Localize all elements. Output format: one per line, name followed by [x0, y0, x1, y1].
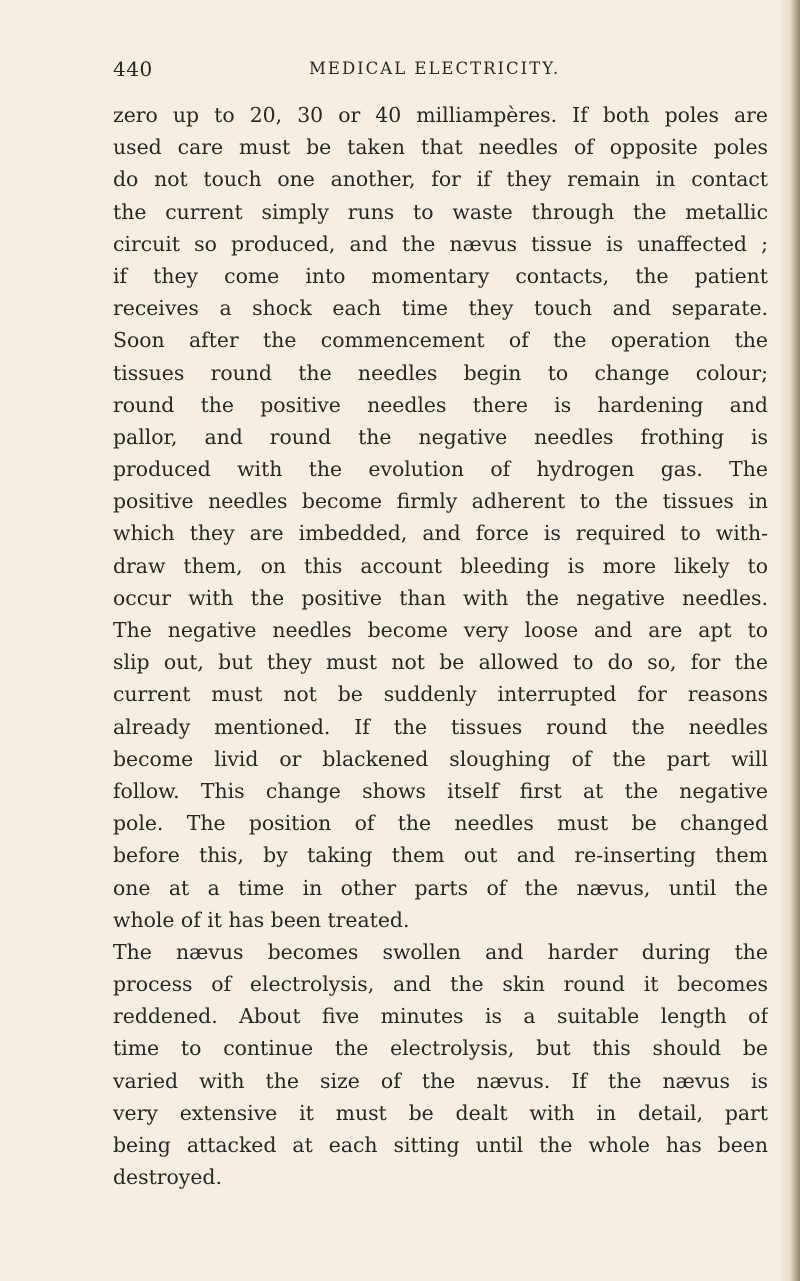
running-title: MEDICAL ELECTRICITY. — [309, 59, 561, 78]
page-header — [113, 52, 763, 86]
text-line: draw them, on this account bleeding is more likely to — [113, 553, 768, 578]
text-line: before this, by taking them out and re-inserting them — [113, 843, 768, 868]
text-line: follow. This change shows itself first at the negative — [113, 778, 768, 803]
text-line: zero up to 20, 30 or 40 milliampères. If both poles are — [113, 103, 768, 127]
text-line: very extensive it must be dealt with in detail, part — [113, 1100, 768, 1125]
text-line: already mentioned. If the tissues round the needles — [113, 714, 768, 739]
text-line: current must not be suddenly interrupted for reasons — [113, 682, 768, 707]
text-line: destroyed. — [113, 1165, 222, 1190]
text-line: The nævus becomes swollen and harder during the — [113, 939, 768, 964]
text-line: process of electrolysis, and the skin round it becomes — [113, 972, 768, 997]
text-line: reddened. About five minutes is a suitable length of — [113, 1004, 768, 1029]
text-line: being attacked at each sitting until the whole has been — [113, 1133, 768, 1157]
text-line: pole. The position of the needles must be changed — [113, 811, 768, 836]
text-line: Soon after the commencement of the operation the — [113, 328, 768, 353]
page-number: 440 — [113, 57, 153, 81]
text-line: receives a shock each time they touch and separate. — [113, 296, 768, 321]
text-line: time to continue the electrolysis, but this should be — [113, 1036, 768, 1061]
text-line: the current simply runs to waste through the metallic — [113, 199, 768, 224]
text-line: The negative needles become very loose and are apt to — [113, 618, 768, 642]
text-line: pallor, and round the negative needles frothing is — [113, 424, 768, 449]
text-line: circuit so produced, and the nævus tissue is unaffected ; — [113, 231, 768, 256]
text-line: become livid or blackened sloughing of the part will — [113, 746, 768, 771]
text-line: do not touch one another, for if they remain in contact — [113, 167, 768, 192]
text-line: positive needles become firmly adherent to the tissues in — [113, 489, 768, 514]
text-line: whole of it has been treated. — [113, 907, 410, 932]
text-line: if they come into momentary contacts, the patient — [113, 263, 768, 288]
text-line: one at a time in other parts of the nævus, until the — [113, 875, 768, 900]
text-line: round the positive needles there is hardening and — [113, 392, 768, 417]
text-line: used care must be taken that needles of opposite poles — [113, 135, 768, 160]
text-line: occur with the positive than with the negative needles. — [113, 585, 768, 610]
text-line: varied with the size of the nævus. If the nævus is — [113, 1068, 768, 1093]
text-line: slip out, but they must not be allowed to do so, for the — [113, 650, 768, 675]
text-line: tissues round the needles begin to change colour; — [113, 360, 768, 385]
text-line: produced with the evolution of hydrogen gas. The — [113, 457, 768, 482]
text-line: which they are imbedded, and force is required to with- — [113, 521, 768, 546]
page-edge — [782, 0, 800, 1281]
body-text — [113, 99, 768, 1193]
